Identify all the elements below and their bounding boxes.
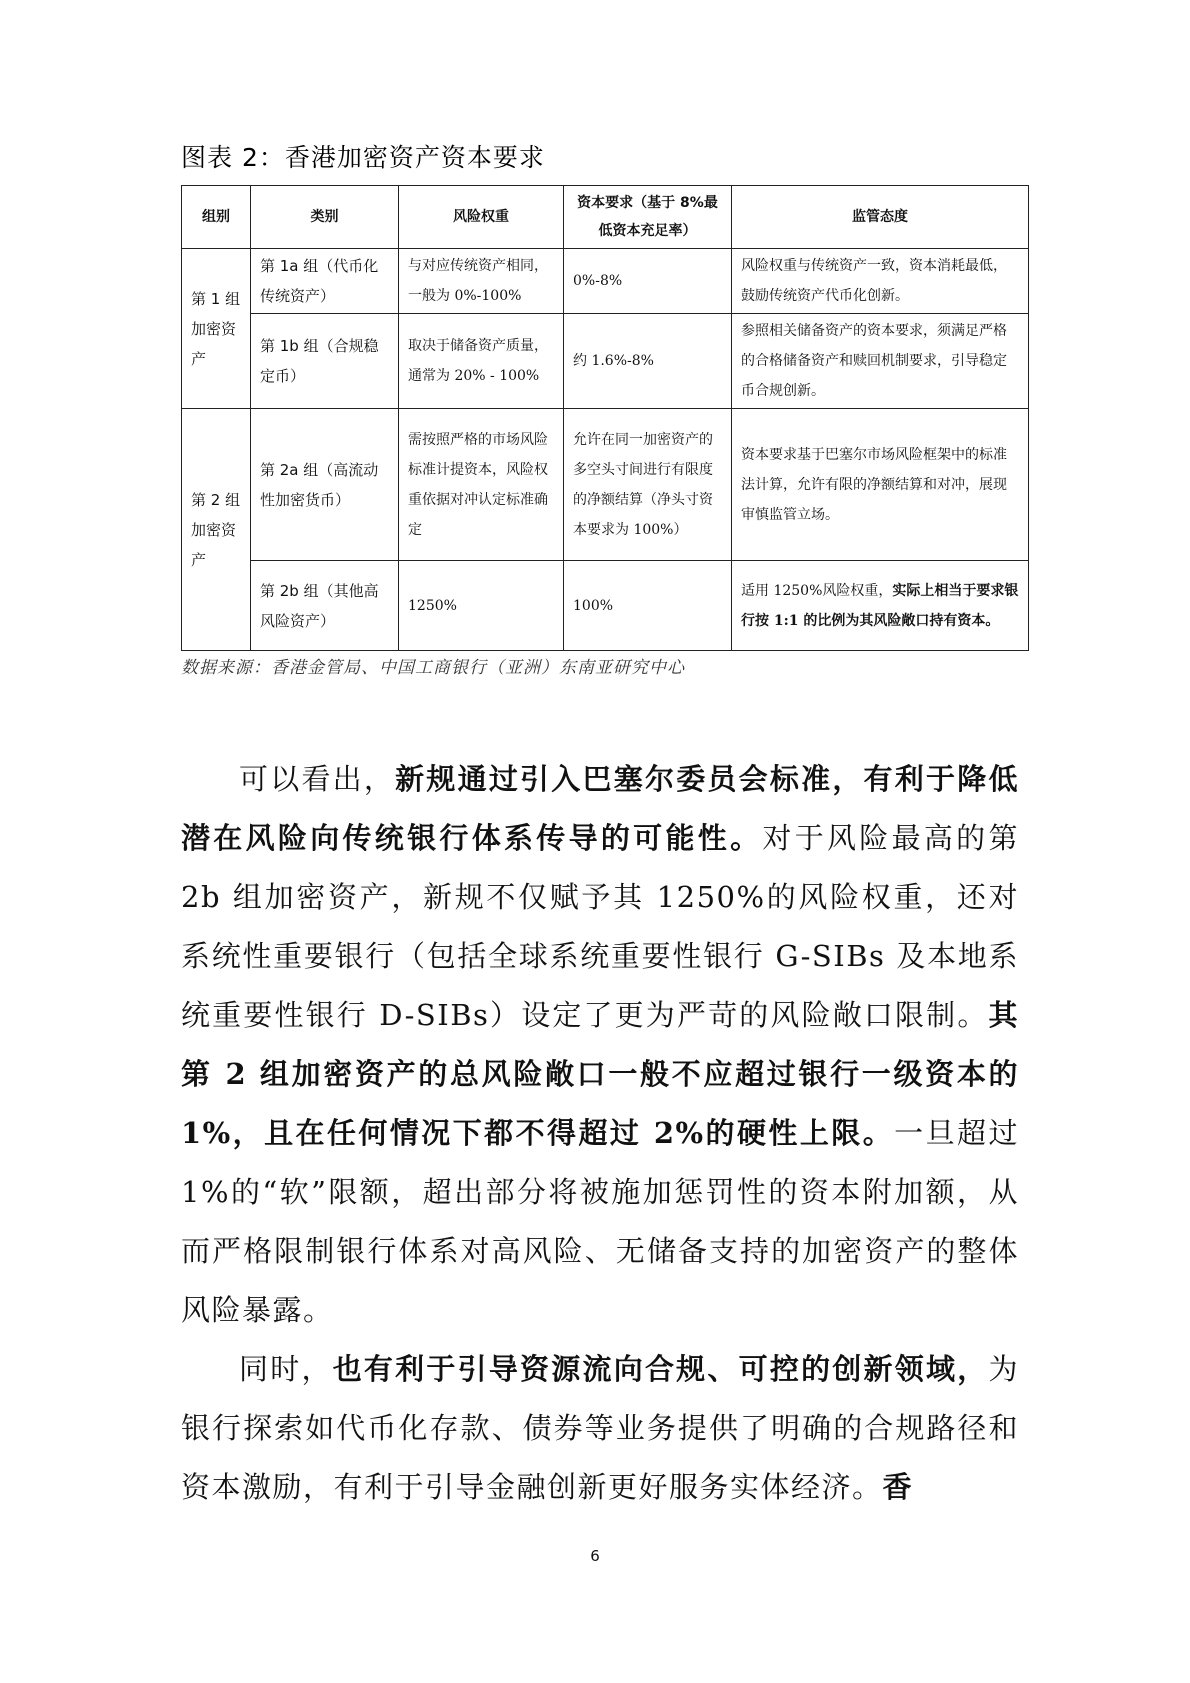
header-regulatory-stance: 监管态度 [732, 186, 1029, 249]
stance-cell: 风险权重与传统资产一致，资本消耗最低，鼓励传统资产代币化创新。 [732, 249, 1029, 314]
risk-weight-cell: 需按照严格的市场风险标准计提资本，风险权重依据对冲认定标准确定 [399, 409, 564, 561]
page-number: 6 [590, 1547, 600, 1565]
para1-text-1: 对于风险最高的第 2b 组加密资产，新规不仅赋予其 1250%的风险权重，还对系统性重要银行（包括全球系统重要性银行 G-SIBs 及本地系统重要性银行 D-SIBs）设定了更为严苛的风险敞口限制。 [181, 821, 1019, 1032]
figure-title: 图表 2：香港加密资产资本要求 [181, 143, 545, 172]
stance-cell: 参照相关储备资产的资本要求，须满足严格的合格储备资产和赎回机制要求，引导稳定币合规创新。 [732, 314, 1029, 409]
table-row [182, 561, 1029, 651]
capital-cell: 允许在同一加密资产的多空头寸间进行有限度的净额结算（净头寸资本要求为 100%） [564, 409, 732, 561]
risk-weight-cell: 取决于储备资产质量，通常为 20% - 100% [399, 314, 564, 409]
table-row [182, 314, 1029, 409]
capital-cell: 100% [564, 561, 732, 651]
stance-cell [732, 561, 1029, 651]
data-source-note: 数据来源：香港金管局、中国工商银行（亚洲）东南亚研究中心 [181, 658, 685, 678]
header-group: 组别 [182, 186, 251, 249]
category-cell: 第 1a 组（代币化传统资产） [251, 249, 399, 314]
stance-plain-text: 适用 1250%风险权重， [741, 582, 893, 599]
table-row [182, 409, 1029, 561]
para2-bold-1: 也有利于引导资源流向合规、可控的创新领域， [332, 1352, 989, 1386]
para2-intro: 同时， [239, 1352, 333, 1386]
para1-text-2: 一旦超过 1%的“软”限额，超出部分将被施加惩罚性的资本附加额，从而严格限制银行体系对高风险、无储备支持的加密资产的整体风险暴露。 [181, 1116, 1019, 1327]
stance-cell: 资本要求基于巴塞尔市场风险框架中的标准法计算，允许有限的净额结算和对冲，展现审慎监管立场。 [732, 409, 1029, 561]
para1-intro: 可以看出， [239, 762, 396, 796]
category-cell: 第 2b 组（其他高风险资产） [251, 561, 399, 651]
header-risk-weight: 风险权重 [399, 186, 564, 249]
table-header-row [182, 186, 1029, 249]
category-cell: 第 2a 组（高流动性加密货币） [251, 409, 399, 561]
group-1-cell: 第 1 组加密资产 [182, 249, 251, 409]
para1-bold-1: 新规通过引入巴塞尔委员会标准，有利于降低潜在风险向传统银行体系传导的可能性。 [181, 762, 1019, 855]
para1-bold-2: 其第 2 组加密资产的总风险敞口一般不应超过银行一级资本的 1%，且在任何情况下都不得超过 2%的硬性上限。 [181, 998, 1019, 1150]
body-text [181, 750, 1019, 1517]
header-capital-requirement: 资本要求（基于 8%最低资本充足率） [564, 186, 732, 249]
capital-cell: 约 1.6%-8% [564, 314, 732, 409]
para2-text-1: 为银行探索如代币化存款、债券等业务提供了明确的合规路径和资本激励，有利于引导金融创新更好服务实体经济。 [181, 1352, 1019, 1504]
group-2-cell: 第 2 组加密资产 [182, 409, 251, 651]
risk-weight-cell: 与对应传统资产相同，一般为 0%-100% [399, 249, 564, 314]
stance-bold-text: 实际上相当于要求银行按 1:1 的比例为其风险敞口持有资本。 [741, 582, 1019, 629]
risk-weight-cell: 1250% [399, 561, 564, 651]
category-cell: 第 1b 组（合规稳定币） [251, 314, 399, 409]
table-row [182, 249, 1029, 314]
capital-cell: 0%-8% [564, 249, 732, 314]
para2-bold-2: 香 [882, 1470, 914, 1504]
capital-requirements-table [181, 185, 1029, 651]
paragraph-1 [181, 750, 1019, 1340]
header-category: 类别 [251, 186, 399, 249]
paragraph-2 [181, 1340, 1019, 1517]
